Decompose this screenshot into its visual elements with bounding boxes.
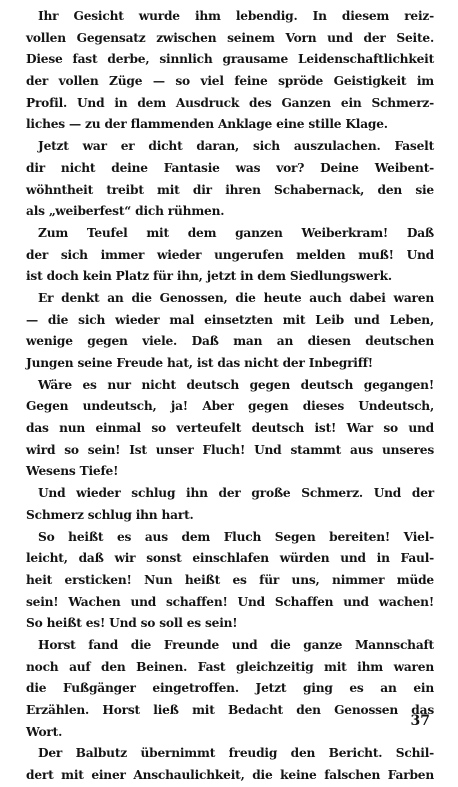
text-line: dert mit einer Anschaulichkeit, die keine falschen Farben	[26, 768, 434, 783]
book-page-text	[26, 6, 434, 787]
paragraph	[26, 288, 434, 375]
text-line: Erzählen. Horst ließ mit Bedacht den Genossen das	[26, 703, 434, 717]
text-line: wird so sein! Ist unser Fluch! Und stammt aus unseres	[26, 442, 434, 457]
text-line: Jungen seine Freude hat, ist das nicht der Inbegriff!	[26, 356, 373, 370]
text-line: der sich immer wieder ungerufen melden muß! Und	[26, 247, 434, 262]
text-line: liches — zu der flammenden Anklage eine stille Klage.	[26, 117, 388, 132]
text-line: Und wieder schlug ihn der große Schmerz. Und der	[38, 486, 434, 501]
text-line: Der Balbutz übernimmt freudig den Bericht. Schil-	[38, 746, 434, 761]
text-line: Ihr Gesicht wurde ihm lebendig. In diesem reiz-	[38, 9, 434, 23]
text-line: Er denkt an die Genossen, die heute auch dabei waren	[38, 290, 434, 305]
text-line: wenige gegen viele. Daß man an diesen deutschen	[26, 334, 434, 349]
text-line: Schmerz schlug ihn hart.	[26, 507, 194, 522]
text-line: — die sich wieder mal einsetzten mit Leib und Leben,	[26, 312, 434, 327]
paragraph	[26, 6, 434, 136]
text-line: Wort.	[26, 724, 63, 739]
paragraph	[26, 223, 434, 288]
text-line: noch auf den Beinen. Fast gleichzeitig mit ihm waren	[26, 659, 434, 674]
text-line: Profil. Und in dem Ausdruck des Ganzen ein Schmerz-	[26, 95, 434, 110]
text-line: Jetzt war er dicht daran, sich auszulachen. Faselt	[38, 139, 434, 154]
page-number: 37	[410, 713, 430, 729]
text-line: leicht, daß wir sonst einschlafen würden und in Faul-	[26, 551, 434, 566]
text-line: So heißt es aus dem Fluch Segen bereiten! Viel-	[38, 529, 434, 544]
text-line: ist doch kein Platz für ihn, jetzt in dem Siedlungswerk.	[26, 269, 392, 284]
text-line: Wäre es nur nicht deutsch gegen deutsch gegangen!	[38, 377, 434, 392]
paragraph	[26, 136, 434, 223]
text-line: Wesens Tiefe!	[26, 464, 119, 479]
paragraph	[26, 527, 434, 635]
text-line: als „weiberfest“ dich rühmen.	[26, 204, 225, 219]
text-line: der vollen Züge — so viel feine spröde Geistigkeit im	[26, 74, 434, 89]
text-line: Gegen undeutsch, ja! Aber gegen dieses Undeutsch,	[26, 399, 434, 414]
text-line: das nun einmal so verteufelt deutsch ist! War so und	[26, 421, 434, 436]
paragraph	[26, 483, 434, 526]
text-line: wöhntheit treibt mit dir ihren Schabernack, den sie	[26, 182, 434, 197]
text-line: heit ersticken! Nun heißt es für uns, nimmer müde	[26, 572, 434, 587]
text-line: Horst fand die Freunde und die ganze Mannschaft	[38, 637, 434, 652]
text-line: vollen Gegensatz zwischen seinem Vorn und der Seite.	[26, 30, 434, 45]
text-line: Diese fast derbe, sinnlich grausame Leidenschaftlichkeit	[26, 52, 434, 67]
text-line: So heißt es! Und so soll es sein!	[26, 616, 238, 631]
text-line: sein! Wachen und schaffen! Und Schaffen und wachen!	[26, 594, 434, 609]
paragraph	[26, 743, 434, 786]
text-line: Zum Teufel mit dem ganzen Weiberkram! Daß	[38, 225, 434, 240]
paragraph	[26, 635, 434, 743]
text-line: dir nicht deine Fantasie was vor? Deine Weibent-	[26, 160, 434, 175]
text-line: die Fußgänger eingetroffen. Jetzt ging es an ein	[26, 681, 434, 696]
paragraph	[26, 375, 434, 483]
